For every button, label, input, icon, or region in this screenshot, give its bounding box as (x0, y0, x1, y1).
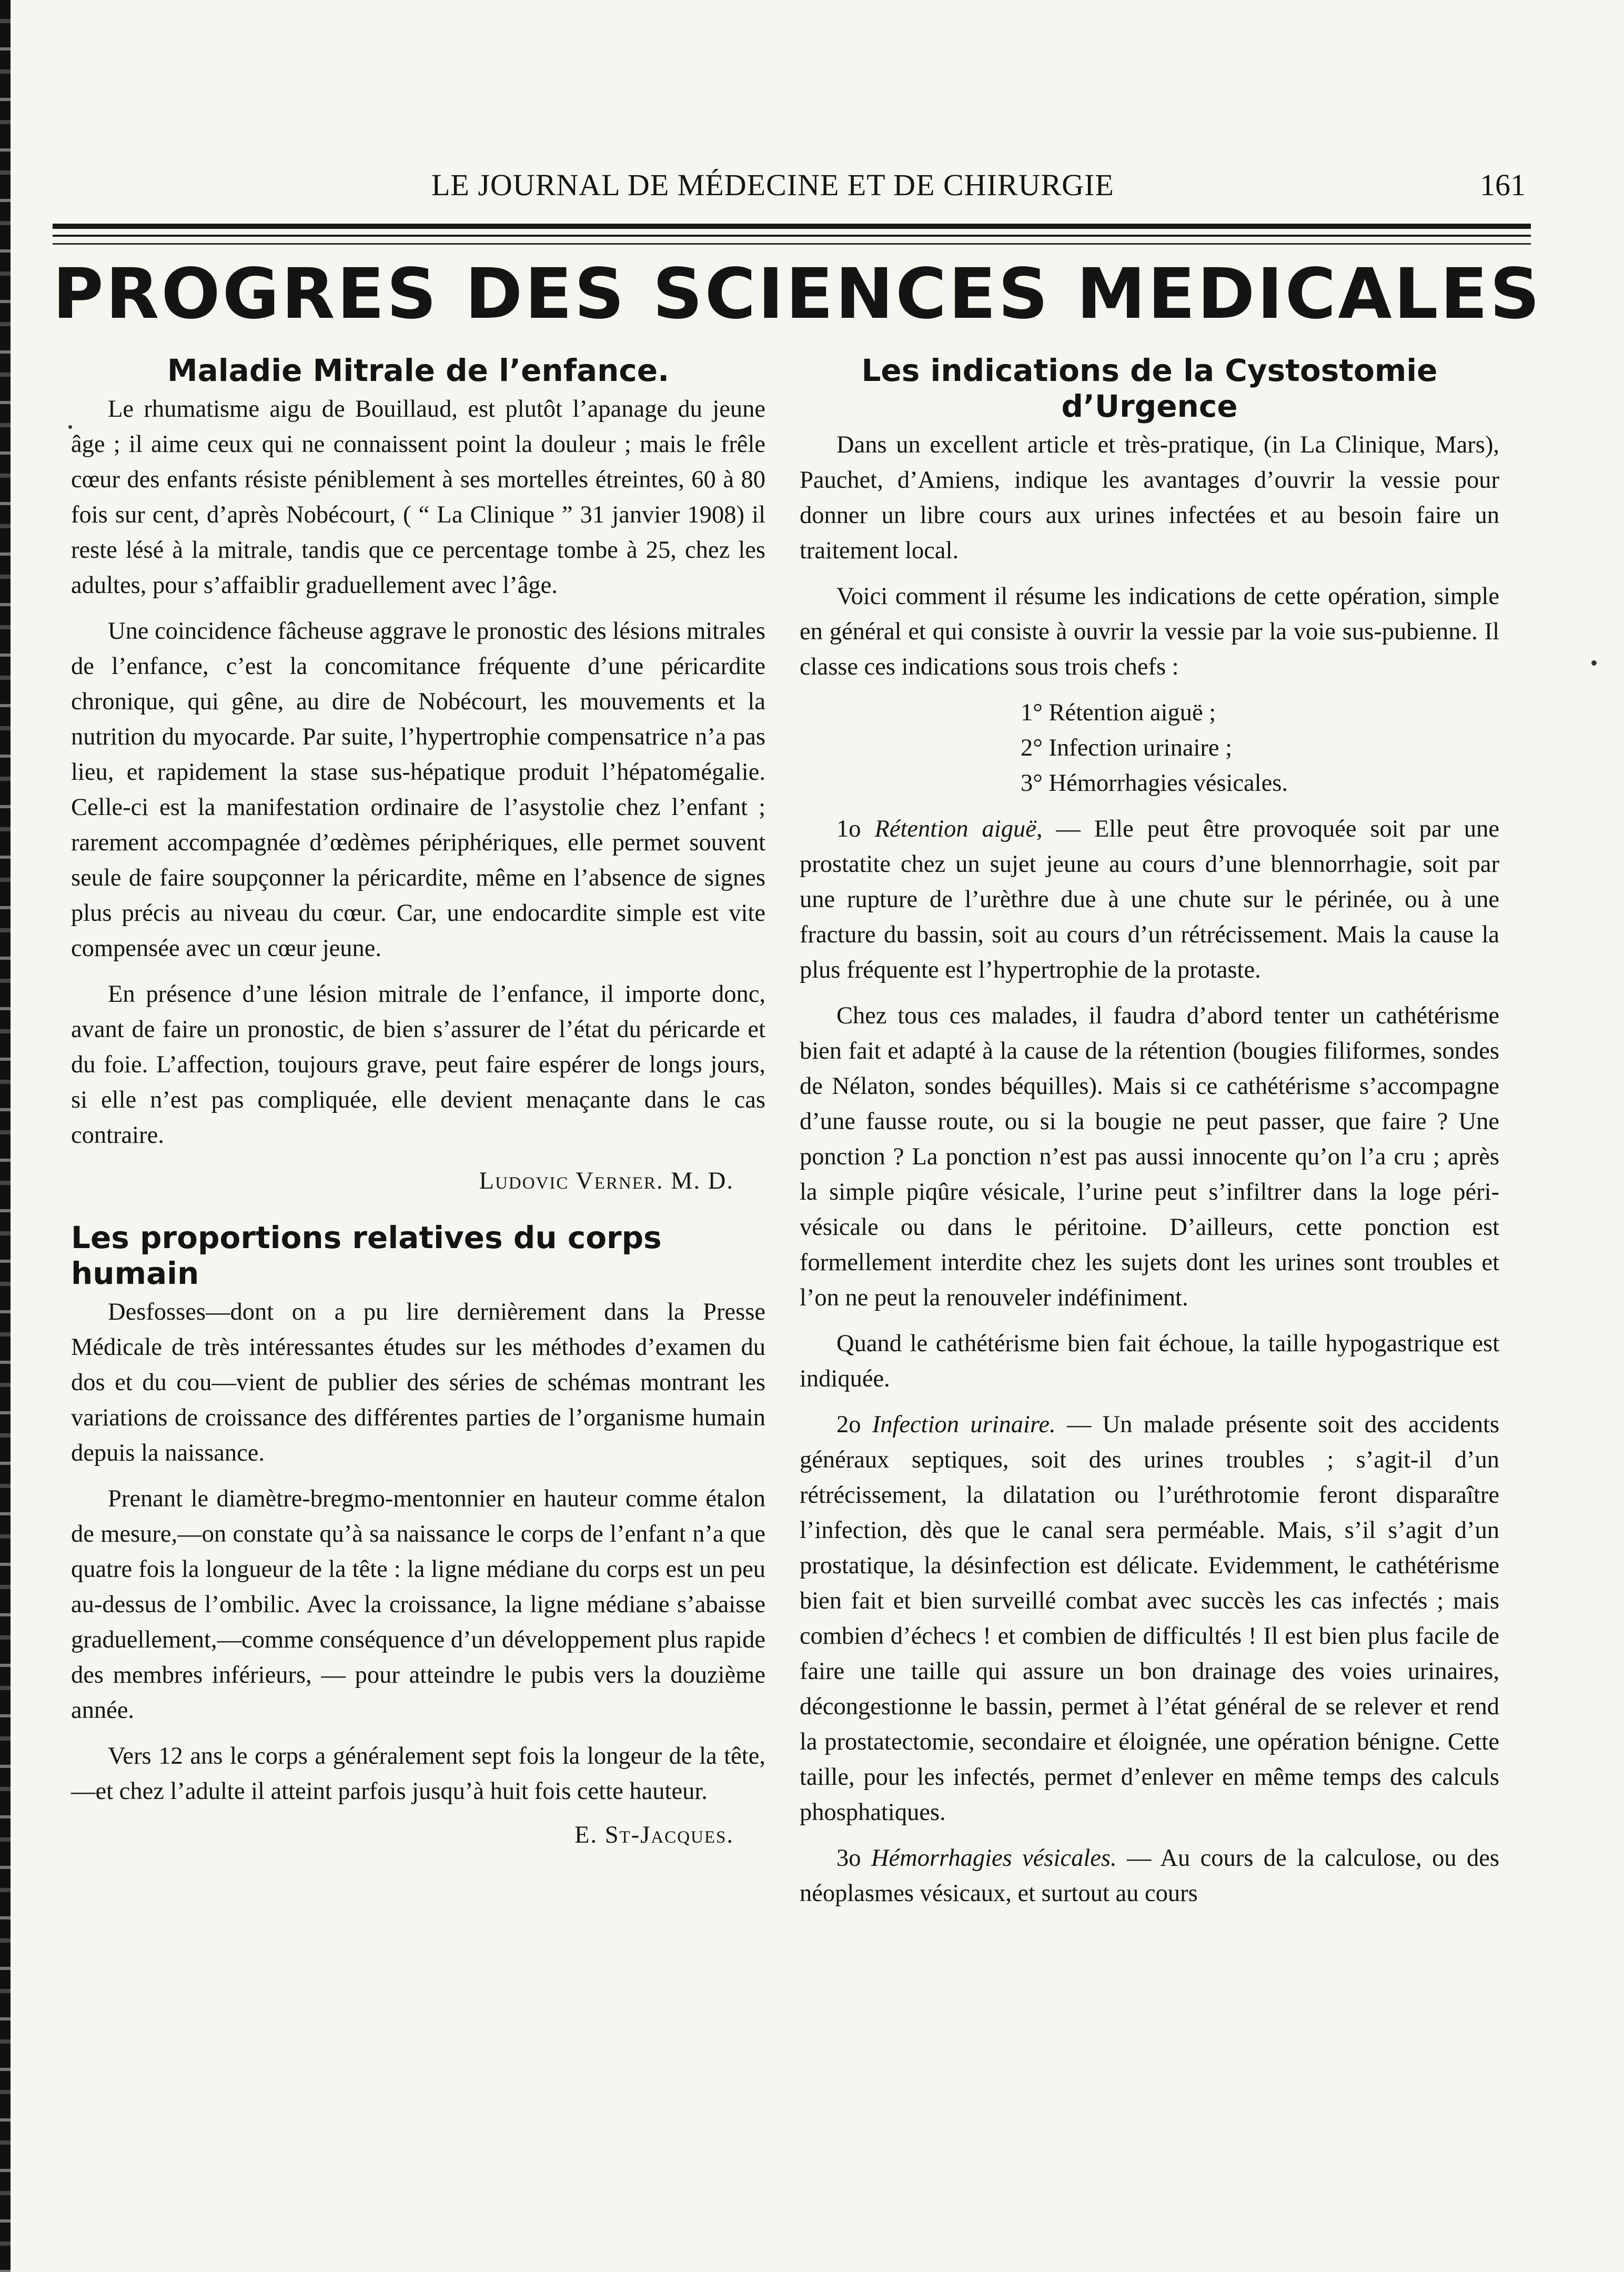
list-item: 3° Hémorrhagies vésicales. (1021, 770, 1288, 797)
ink-speck (1591, 660, 1597, 666)
author-signature: Ludovic Verner. M. D. (479, 1168, 734, 1194)
list-item: 2° Infection urinaire ; (1021, 735, 1233, 761)
paragraph: Vers 12 ans le corps a généralement sept fois la longeur de la tête,—et chez l’adulte il atteint parfois jusqu’à huit fois cette hauteur. (71, 1743, 765, 1805)
heading-line: Les indications de la Cystostomie (861, 353, 1438, 388)
section-title-italic: Hémorrhagies vésicales. (871, 1845, 1117, 1872)
paragraph-retention (800, 811, 1499, 988)
paragraph-infection (800, 1407, 1499, 1830)
page-left-edge (0, 0, 11, 2272)
left-column (71, 353, 765, 1874)
paragraph: Le rhumatisme aigu de Bouillaud, est plutôt l’apanage du jeune âge ; il aime ceux qui ne connaissent point la douleur ; mais le frêle cœur des enfants résiste péniblement à ses mortelles étreintes, 60 à 80 fois sur cent, d’après Nobécourt, ( “ La Clinique ” 31 janvier 1908) il reste lésé à la mitrale, tandis que ce percentage tombe à 25, chez les adultes, pour s’affaiblir graduellement avec l’âge. (71, 396, 765, 599)
article-heading-maladie-mitrale: Maladie Mitrale de l’enfance. (167, 353, 670, 388)
indications-list (800, 695, 1499, 801)
article-heading-cystostomie (800, 353, 1499, 424)
author-signature: E. St-Jacques. (574, 1822, 734, 1848)
section-title: PROGRES DES SCIENCES MEDICALES (53, 254, 1542, 335)
paragraph: En présence d’une lésion mitrale de l’enfance, il importe donc, avant de faire un pronostic, de bien s’assurer de l’état du péricarde et du foie. L’affection, toujours grave, peut faire espérer de longs jours, si elle n’est pas compliquée, elle devient menaçante dans le cas contraire. (71, 981, 765, 1149)
paragraph: Voici comment il résume les indications de cette opération, simple en général et qui consiste à ouvrir la vessie par la voie sus-pubienne. Il classe ces indications sous trois chefs : (800, 583, 1499, 680)
header-rule-hair (53, 243, 1531, 245)
paragraph: Desfosses—dont on a pu lire dernièrement dans la Presse Médicale de très intéressantes études sur les méthodes d’examen du dos et du cou—vient de publier des séries de schémas montrant les variations de croissance des différentes parties de l’organisme humain depuis la naissance. (71, 1299, 765, 1466)
paragraph: Quand le cathétérisme bien fait échoue, la taille hypogastrique est indiquée. (800, 1330, 1499, 1392)
article-heading-proportions: Les proportions relatives du corps humain (71, 1220, 662, 1291)
list-item: 1° Rétention aiguë ; (1021, 699, 1216, 726)
journal-title: LE JOURNAL DE MÉDECINE ET DE CHIRURGIE (431, 168, 1114, 202)
header-rule-thin (53, 235, 1531, 237)
section-number: 2o (836, 1411, 872, 1438)
section-title-italic: Infection urinaire. (872, 1411, 1056, 1438)
paragraph-hemorrhagies (800, 1841, 1499, 1911)
right-column (800, 353, 1499, 1922)
paragraph: Prenant le diamètre-bregmo-mentonnier en hauteur comme étalon de mesure,—on constate qu’à sa naissance le corps de l’enfant n’a que quatre fois la longueur de la tête : la ligne médiane du corps est un peu au-dessus de l’ombilic. Avec la croissance, la ligne médiane s’abaisse graduellement,—comme conséquence d’un développement plus rapide des membres inférieurs, — pour atteindre le pubis vers la douzième année. (71, 1485, 765, 1724)
section-title-italic: Rétention aiguë, (874, 816, 1043, 842)
running-header (74, 167, 1541, 209)
section-text: — Au cours de la calculose, ou des néoplasmes vésicaux, et surtout au cours (800, 1845, 1499, 1907)
section-text: — Un malade présente soit des accidents généraux septiques, soit des urines troubles ; s’agit-il d’un rétrécissement, la dilatation ou l’uréthrotomie feront disparaître l’infection, dès que le canal sera perméable. Mais, s’il s’agit d’un prostatique, la désinfection est délicate. Evidemment, le cathétérisme bien fait et bien surveillé combat avec succès les cas infectés ; mais combien d’échecs ! et combien de difficultés ! Il est bien plus facile de faire une taille qui assure un bon drainage des voies urinaires, décongestionne le bassin, permet à l’état général de se relever et rend la prostatectomie, secondaire et éloignée, une opération bénigne. Cette taille, pour les infectés, permet d’enlever en même temps des calculs phosphatiques. (800, 1411, 1499, 1826)
header-rule-thick (53, 224, 1531, 229)
section-number: 3o (836, 1845, 871, 1872)
paragraph: Chez tous ces malades, il faudra d’abord tenter un cathétérisme bien fait et adapté à la cause de la rétention (bougies filiformes, sondes de Nélaton, sondes béquilles). Mais si ce cathétérisme s’accompagne d’une fausse route, ou si la bougie ne peut passer, que faire ? Une ponction ? La ponction n’est pas aussi innocente qu’on l’a cru ; après la simple piqûre vésicale, l’urine peut s’infiltrer dans la loge péri-vésicale ou dans le péritoine. D’ailleurs, cette ponction est formellement interdite chez les sujets dont les urines sont troubles et l’on ne peut la renouveler indéfiniment. (800, 1002, 1499, 1311)
ink-speck (68, 425, 72, 429)
paragraph: Dans un excellent article et très-pratique, (in La Clinique, Mars), Pauchet, d’Amiens, indique les avantages d’ouvrir la vessie pour donner un libre cours aux urines infectées et au besoin faire un traitement local. (800, 431, 1499, 564)
heading-line: d’Urgence (1061, 388, 1238, 424)
paragraph: Une coincidence fâcheuse aggrave le pronostic des lésions mitrales de l’enfance, c’est la concomitance fréquente d’une péricardite chronique, qui gêne, au dire de Nobécourt, les mouvements et la nutrition du myocarde. Par suite, l’hypertrophie compensatrice n’a pas lieu, et rapidement la stase sus-hépatique produit l’hépatomégalie. Celle-ci est la manifestation ordinaire de l’asystolie chez l’enfant ; rarement accompagnée d’œdèmes périphériques, elle permet souvent seule de faire soupçonner la péricardite, même en l’absence de signes plus précis au niveau du cœur. Car, une endocardite simple est vite compensée avec un cœur jeune. (71, 618, 765, 962)
section-number: 1o (836, 816, 875, 842)
page-number: 161 (1480, 168, 1526, 202)
section-text: — Elle peut être provoquée soit par une prostatite chez un sujet jeune au cours d’une blennorrhagie, soit par une rupture de l’urèthre due à une chute sur le périnée, ou à une fracture du bassin, soit au cours d’un rétrécissement. Mais la cause la plus fréquente est l’hypertrophie de la protaste. (800, 816, 1500, 983)
